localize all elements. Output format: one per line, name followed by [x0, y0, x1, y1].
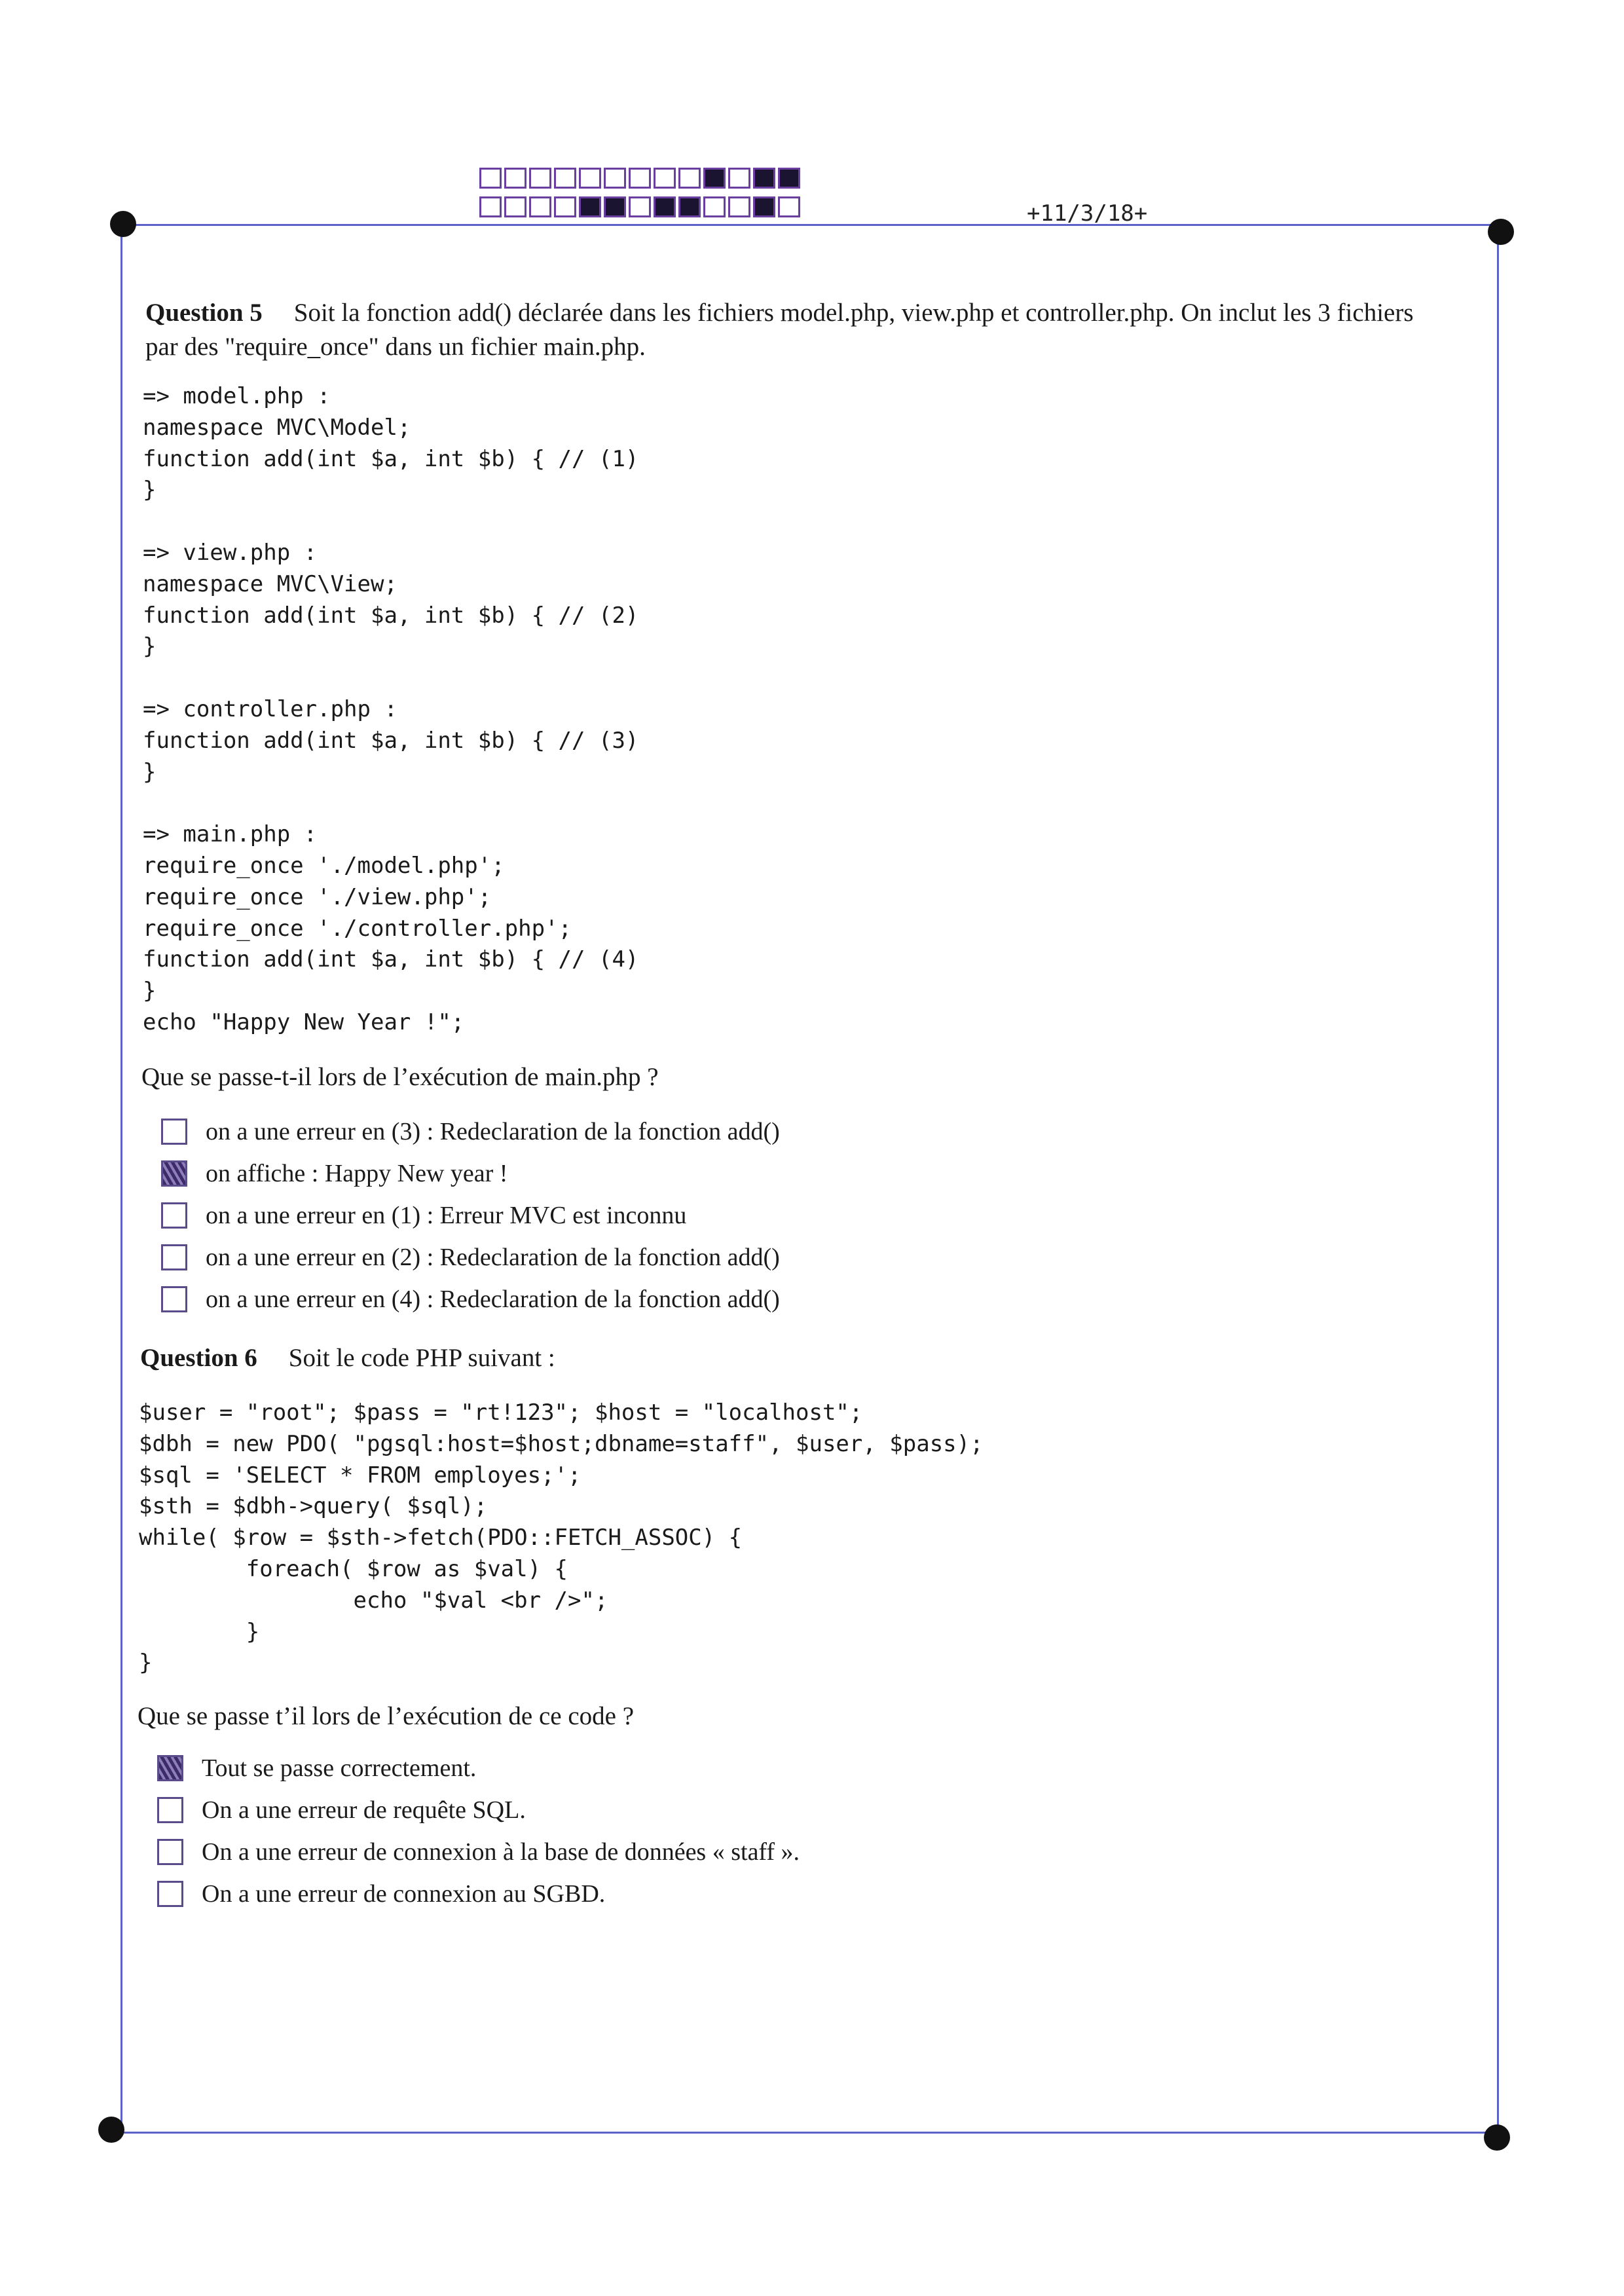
- question-6-text: Soit le code PHP suivant :: [288, 1344, 555, 1372]
- checkbox-checked[interactable]: [161, 1160, 187, 1187]
- question-6-option[interactable]: On a une erreur de connexion au SGBD.: [157, 1873, 800, 1915]
- page-identifier: +11/3/18+: [1027, 200, 1148, 227]
- checkbox[interactable]: [161, 1244, 187, 1270]
- checkbox[interactable]: [157, 1881, 183, 1907]
- question-6-prompt: Que se passe t’il lors de l’exécution de ce code ?: [138, 1702, 635, 1730]
- checkbox[interactable]: [157, 1839, 183, 1865]
- question-6-option[interactable]: On a une erreur de requête SQL.: [157, 1789, 800, 1831]
- question-5-code-block: => model.php : namespace MVC\Model; function add(int $a, int $b) { // (1) } => view.php : namespace MVC\View; function add(int $a, int $b) { // (2) } => controller.php : function add(int $a, int $b) { // (3) } => main.php : require_once './model.php'; require_once './view.php'; require_once './controller.php'; function add(int $a, int $b) { // (4) } echo "Happy New Year !";: [143, 383, 639, 1035]
- registration-mark-bottom-right: [1484, 2124, 1510, 2151]
- frame-right-border: [1497, 232, 1499, 2132]
- question-5-option[interactable]: on a une erreur en (3) : Redeclaration de la fonction add(): [161, 1111, 780, 1153]
- question-5-label: Question 5: [145, 299, 263, 327]
- checkbox-checked[interactable]: [157, 1755, 183, 1781]
- question-5-text-line2: par des "require_once" dans un fichier main.php.: [145, 333, 646, 361]
- frame-bottom-border: [111, 2132, 1498, 2134]
- question-5-option[interactable]: on a une erreur en (1) : Erreur MVC est inconnu: [161, 1194, 780, 1236]
- question-5-option[interactable]: on a une erreur en (4) : Redeclaration de la fonction add(): [161, 1278, 780, 1320]
- registration-mark-top-right: [1488, 219, 1514, 245]
- question-5-statement: [145, 296, 1488, 364]
- barcode-row-bottom: [479, 196, 803, 217]
- checkbox[interactable]: [161, 1286, 187, 1312]
- question-6-option[interactable]: On a une erreur de connexion à la base de données « staff ».: [157, 1831, 800, 1873]
- question-5-option[interactable]: on a une erreur en (2) : Redeclaration de la fonction add(): [161, 1236, 780, 1278]
- registration-mark-bottom-left: [98, 2117, 124, 2143]
- registration-mark-top-left: [110, 211, 136, 237]
- frame-top-border: [122, 224, 1497, 226]
- question-6-statement: [140, 1341, 1483, 1375]
- question-6-options: [157, 1747, 800, 1915]
- question-6-option[interactable]: Tout se passe correctement.: [157, 1747, 800, 1789]
- checkbox[interactable]: [157, 1797, 183, 1823]
- question-5-text-line1: Soit la fonction add() déclarée dans les fichiers model.php, view.php et controller.php. On inclut les 3 fichiers: [293, 299, 1414, 327]
- question-5-prompt: Que se passe-t-il lors de l’exécution de main.php ?: [141, 1063, 659, 1091]
- checkbox[interactable]: [161, 1119, 187, 1145]
- question-5-options: [161, 1111, 780, 1320]
- question-6-code-block: $user = "root"; $pass = "rt!123"; $host = "localhost"; $dbh = new PDO( "pgsql:host=$host;dbname=staff", $user, $pass); $sql = 'SELECT * FROM employes;'; $sth = $dbh->query( $sql); while( $row = $sth->fetch(PDO::FETCH_ASSOC) { foreach( $row as $val) { echo "$val <br />"; } }: [139, 1399, 984, 1676]
- question-6-label: Question 6: [140, 1344, 257, 1372]
- checkbox[interactable]: [161, 1202, 187, 1229]
- frame-left-border: [120, 225, 122, 2132]
- question-5-option[interactable]: on affiche : Happy New year !: [161, 1153, 780, 1194]
- barcode-row-top: [479, 168, 803, 189]
